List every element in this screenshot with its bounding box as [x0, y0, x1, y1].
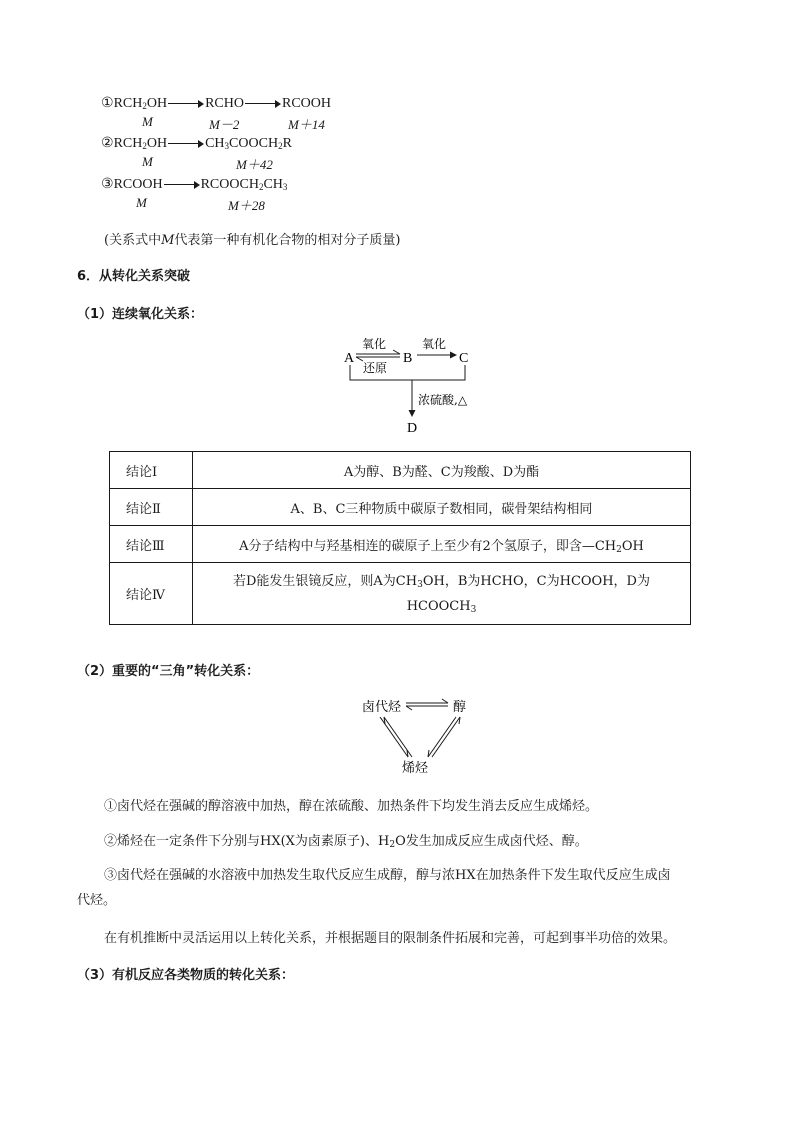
table-key: 结论Ⅳ: [110, 563, 193, 625]
table-row: [110, 563, 691, 625]
equation-1: $①RCH_2OH$ RCHO RCOOH: [101, 96, 332, 111]
oxidation-chain-diagram: [330, 332, 490, 437]
arrow-right-icon: [168, 99, 204, 109]
equation-1-mass-c: M＋14: [288, 117, 325, 132]
diagram-label-c: C: [459, 351, 469, 366]
section-heading: 6．从转化关系突破: [77, 269, 191, 284]
half-arrow-head: [356, 357, 363, 361]
triangle-diagram: [358, 693, 478, 778]
diagram-label-d: D: [407, 421, 418, 436]
table-key: 结论Ⅰ: [110, 452, 193, 489]
paragraph-3-line-2: 代烃。: [77, 893, 117, 908]
arrow-halide-to-alkene: [380, 717, 408, 757]
equation-1-mass-a: M: [142, 114, 153, 129]
triangle-label-halide: 卤代烃: [362, 700, 402, 715]
label-condition: 浓硫酸,△: [418, 393, 468, 407]
triangle-label-alcohol: 醇: [453, 700, 467, 715]
equation-3-mass-a: M: [136, 195, 147, 210]
paragraph-3-line-1: ③卤代烃在强碱的水溶液中加热发生取代反应生成醇，醇与浓HX在加热条件下发生取代反应生成卤: [104, 868, 671, 883]
table-key: 结论Ⅱ: [110, 489, 193, 526]
equation-2-mass-a: M: [142, 154, 153, 169]
arrow-right-icon: [164, 180, 200, 190]
table-value: A分子结构中与羟基相连的碳原子上至少有2个氢原子，即含$—CH_2OH$: [193, 526, 691, 563]
table-value: A为醇、B为醛、C为羧酸、D为酯: [193, 452, 691, 489]
subsection-2-heading: （2）重要的“三角”转化关系：: [77, 664, 260, 679]
triangle-label-alkene: 烯烃: [402, 761, 429, 776]
table-row: [110, 489, 691, 526]
equation-2: $②RCH_2OH$ $CH_3COOCH_2R$: [101, 136, 292, 151]
equation-3: ③RCOOH $RCOOCH_2CH_3$: [101, 177, 288, 192]
equation-1-mass-b: M－2: [209, 117, 240, 132]
diagram-label-a: A: [344, 351, 355, 366]
table-row: [110, 452, 691, 489]
arrow-right-icon: [168, 139, 204, 149]
table-value: 若D能发生银镜反应，则A为$CH_3OH$，B为HCHO，C为HCOOH，D为 $HCOOCH_3$: [193, 563, 691, 625]
arrow-alkene-to-alcohol: [432, 717, 460, 757]
subsection-3-heading: （3）有机反应各类物质的转化关系：: [77, 968, 295, 983]
equation-3-mass-b: M＋28: [228, 198, 265, 213]
label-reduce: 还原: [363, 361, 388, 375]
label-oxidize-2: 氧化: [422, 337, 447, 351]
arrow-alcohol-to-alkene: [428, 717, 456, 757]
label-oxidize-1: 氧化: [362, 337, 387, 351]
arrow-alkene-to-halide: [384, 717, 412, 757]
paragraph-2: ②烯烃在一定条件下分别与HX(X为卤素原子)、$H_2O$发生加成反应生成卤代烃、醇。: [104, 834, 588, 850]
paragraph-4: 在有机推断中灵活运用以上转化关系，并根据题目的限制条件拓展和完善，可起到事半功倍的效果。: [104, 931, 677, 946]
conclusions-table: [109, 451, 691, 625]
subsection-1-heading: （1）连续氧化关系：: [77, 307, 204, 322]
table-row: [110, 526, 691, 563]
diagram-label-b: B: [403, 351, 413, 366]
paragraph-1: ①卤代烃在强碱的醇溶液中加热，醇在浓硫酸、加热条件下均发生消去反应生成烯烃。: [104, 799, 599, 814]
table-key: 结论Ⅲ: [110, 526, 193, 563]
table-value: A、B、C三种物质中碳原子数相同，碳骨架结构相同: [193, 489, 691, 526]
half-arrow-head: [393, 350, 400, 354]
arrow-right-icon: [245, 99, 281, 109]
note-text: (关系式中M代表第一种有机化合物的相对分子质量): [104, 233, 401, 248]
equation-2-mass-b: M＋42: [236, 157, 273, 172]
